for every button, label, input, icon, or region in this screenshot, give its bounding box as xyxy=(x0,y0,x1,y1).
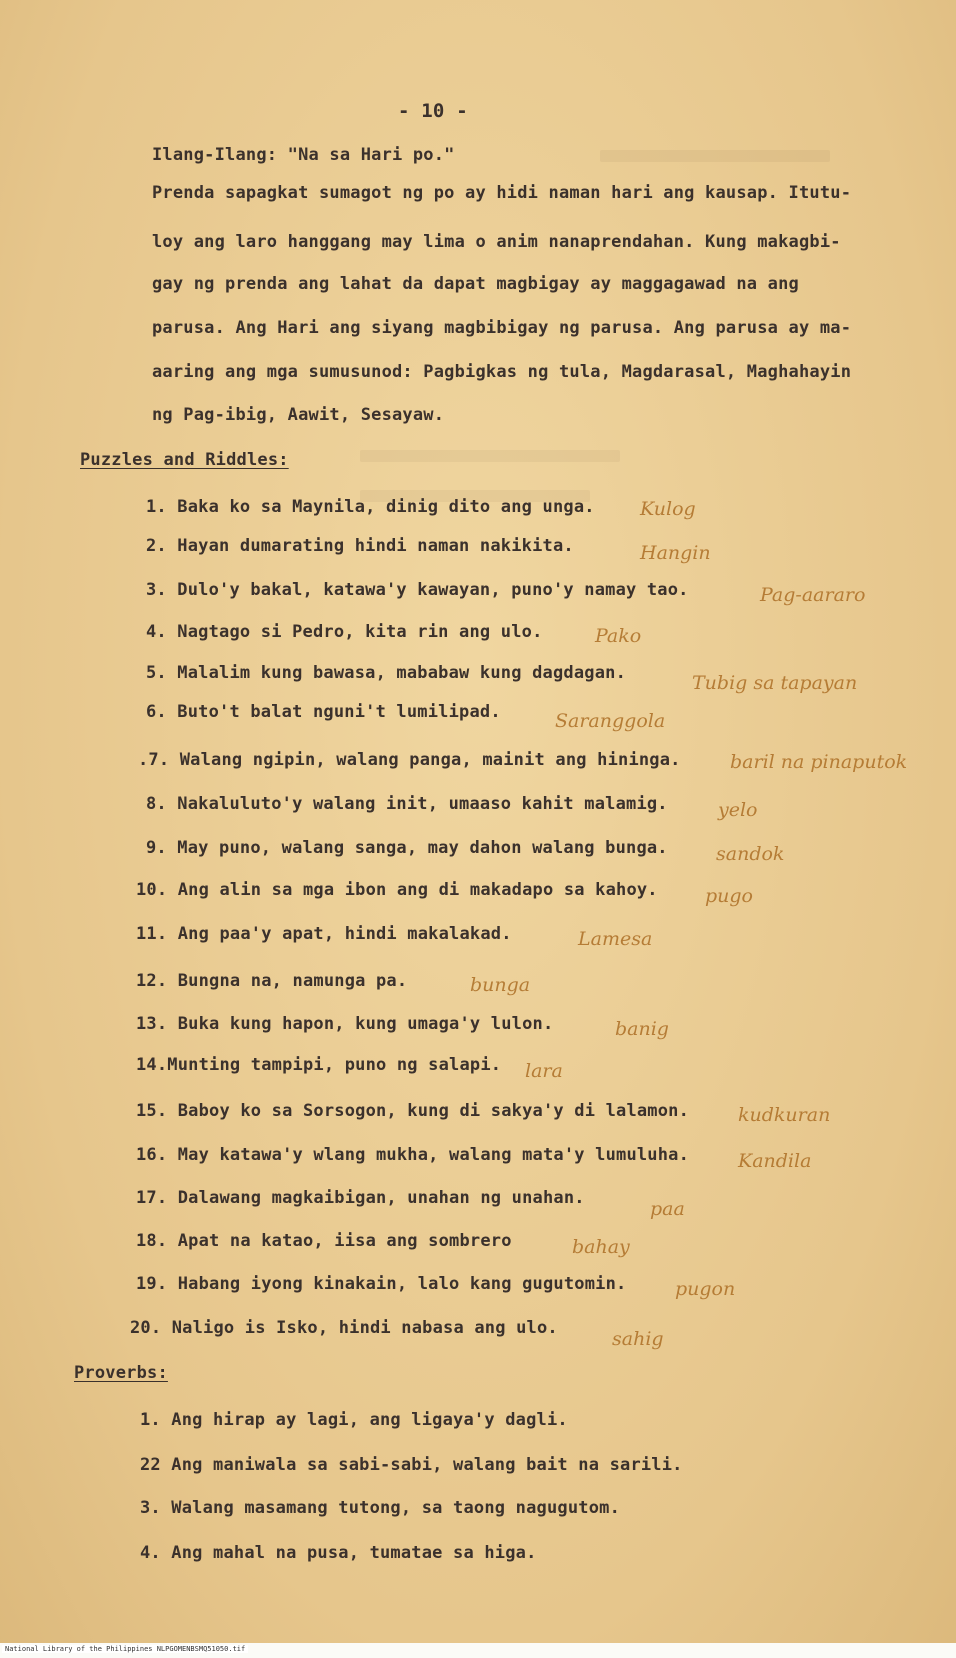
riddle-item: 17. Dalawang magkaibigan, unahan ng unahan. xyxy=(136,1188,585,1208)
intro-line: loy ang laro hanggang may lima o anim nanaprendahan. Kung makagbi- xyxy=(152,232,841,252)
handwritten-answer: Pag-aararo xyxy=(760,584,866,606)
proverb-item: 4. Ang mahal na pusa, tumatae sa higa. xyxy=(140,1543,537,1563)
riddle-item: 3. Dulo'y bakal, katawa'y kawayan, puno'y namay tao. xyxy=(146,580,689,600)
handwritten-answer: pugon xyxy=(675,1278,736,1300)
handwritten-answer: bahay xyxy=(572,1236,630,1258)
intro-line: aaring ang mga sumusunod: Pagbigkas ng tula, Magdarasal, Maghahayin xyxy=(152,362,852,382)
riddle-item: 10. Ang alin sa mga ibon ang di makadapo sa kahoy. xyxy=(136,880,658,900)
riddle-item: 19. Habang iyong kinakain, lalo kang gugutomin. xyxy=(136,1274,627,1294)
intro-line: gay ng prenda ang lahat da dapat magbigay ay maggagawad na ang xyxy=(152,274,799,294)
riddle-item: 14.Munting tampipi, puno ng salapi. xyxy=(136,1055,502,1075)
riddle-item: 12. Bungna na, namunga pa. xyxy=(136,971,408,991)
proverb-item: 1. Ang hirap ay lagi, ang ligaya'y dagli. xyxy=(140,1410,568,1430)
handwritten-answer: lara xyxy=(525,1060,563,1082)
riddle-item: 4. Nagtago si Pedro, kita rin ang ulo. xyxy=(146,622,543,642)
riddle-item: 1. Baka ko sa Maynila, dinig dito ang unga. xyxy=(146,497,595,517)
proverbs-heading: Proverbs: xyxy=(74,1363,168,1383)
handwritten-answer: Tubig sa tapayan xyxy=(692,672,858,694)
show-through-mark xyxy=(360,450,620,462)
handwritten-answer: yelo xyxy=(718,799,758,821)
page-number: - 10 - xyxy=(398,100,468,122)
riddles-heading: Puzzles and Riddles: xyxy=(80,450,289,470)
show-through-mark xyxy=(600,150,830,162)
riddle-item: 2. Hayan dumarating hindi naman nakikita. xyxy=(146,536,574,556)
riddle-item: 15. Baboy ko sa Sorsogon, kung di sakya'y di lalamon. xyxy=(136,1101,690,1121)
proverb-item: 3. Walang masamang tutong, sa taong nagugutom. xyxy=(140,1498,621,1518)
intro-line: ng Pag-ibig, Aawit, Sesayaw. xyxy=(152,405,445,425)
intro-line: parusa. Ang Hari ang siyang magbibigay ng parusa. Ang parusa ay ma- xyxy=(152,318,852,338)
handwritten-answer: Pako xyxy=(595,625,642,647)
intro-line: Ilang-Ilang: "Na sa Hari po." xyxy=(152,145,455,165)
riddle-item: .7. Walang ngipin, walang panga, mainit ang hininga. xyxy=(138,750,681,770)
handwritten-answer: Saranggola xyxy=(555,710,666,732)
handwritten-answer: banig xyxy=(615,1018,669,1040)
riddle-item: 11. Ang paa'y apat, hindi makalakad. xyxy=(136,924,512,944)
handwritten-answer: Kandila xyxy=(738,1150,812,1172)
riddle-item: 5. Malalim kung bawasa, mababaw kung dagdagan. xyxy=(146,663,627,683)
proverb-item: 22 Ang maniwala sa sabi-sabi, walang bait na sarili. xyxy=(140,1455,683,1475)
riddle-item: 13. Buka kung hapon, kung umaga'y lulon. xyxy=(136,1014,554,1034)
riddle-item: 16. May katawa'y wlang mukha, walang mata'y lumuluha. xyxy=(136,1145,690,1165)
handwritten-answer: bunga xyxy=(470,974,531,996)
riddle-item: 8. Nakaluluto'y walang init, umaaso kahit malamig. xyxy=(146,794,668,814)
handwritten-answer: Hangin xyxy=(640,542,711,564)
handwritten-answer: sahig xyxy=(612,1328,664,1350)
riddle-item: 9. May puno, walang sanga, may dahon walang bunga. xyxy=(146,838,668,858)
handwritten-answer: Lamesa xyxy=(578,928,653,950)
riddle-item: 6. Buto't balat nguni't lumilipad. xyxy=(146,702,501,722)
riddle-item: 18. Apat na katao, iisa ang sombrero xyxy=(136,1231,512,1251)
handwritten-answer: sandok xyxy=(716,843,785,865)
handwritten-answer: baril na pinaputok xyxy=(730,751,908,773)
handwritten-answer: Kulog xyxy=(640,498,696,520)
riddle-item: 20. Naligo is Isko, hindi nabasa ang ulo. xyxy=(130,1318,558,1338)
handwritten-answer: pugo xyxy=(705,885,754,907)
intro-line: Prenda sapagkat sumagot ng po ay hidi naman hari ang kausap. Itutu- xyxy=(152,183,852,203)
handwritten-answer: kudkuran xyxy=(738,1104,831,1126)
handwritten-answer: paa xyxy=(650,1198,685,1220)
scan-footer: National Library of the Philippines NLPGOMENBSMQ51050.tif xyxy=(2,1645,248,1653)
